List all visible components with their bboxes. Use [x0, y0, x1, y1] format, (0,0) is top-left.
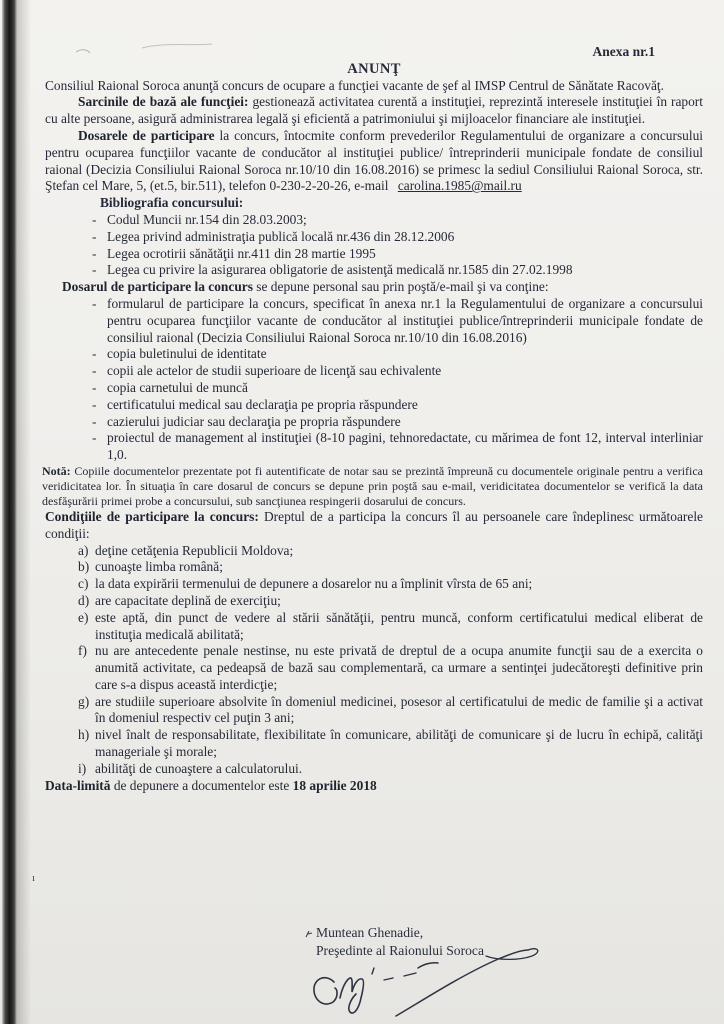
tasks-lead: Sarcinile de bază ale funcţiei:	[78, 94, 249, 110]
bibliography-list	[45, 212, 703, 279]
conditions-lead-paragraph	[45, 509, 703, 543]
list-item: - Codul Muncii nr.154 din 28.03.2003;	[45, 212, 703, 229]
submission-lead: Dosarele de participare	[78, 127, 215, 143]
dossier-lead-paragraph	[45, 279, 703, 296]
list-item: - copia carnetului de muncă	[45, 380, 703, 397]
submission-text: la concurs, întocmite conform prevederilor Regulamentului de organizare a concursului pentru ocuparea funcţiilor vacante de conducător al instituţiei publice/ întreprinderii municipale fondate de consiliul raional (Decizia Consiliului Raional Soroca nr.10/10 din 16.08.2016) se primesc la sediul Consiliului Raional Soroca, str. Ştefan cel Mare, 5, (et.5, bir.511), telefon 0-230-2-20-26, e-mail	[45, 127, 703, 194]
item-letter: e)	[78, 609, 89, 625]
signatory-title: Preşedinte al Raionului Soroca	[316, 943, 484, 958]
item-text: deţine cetăţenia Republicii Moldova;	[95, 542, 294, 558]
item-letter: i)	[78, 760, 87, 776]
item-letter: c)	[78, 576, 89, 592]
item-letter: g)	[78, 693, 90, 709]
dossier-lead: Dosarul de participare la concurs	[62, 279, 253, 295]
item-letter: a)	[78, 542, 89, 558]
signature-handwritten	[300, 938, 550, 1024]
list-item	[45, 576, 703, 593]
list-item	[45, 727, 703, 761]
annex-label: Anexa nr.1	[592, 44, 655, 59]
submission-paragraph	[45, 128, 703, 195]
scan-artifact: ı	[32, 872, 36, 884]
item-text: cunoaşte limba română;	[95, 559, 223, 575]
deadline-lead: Data-limită	[45, 777, 111, 793]
list-item: - Legea privind administraţia publică locală nr.436 din 28.12.2006	[45, 229, 703, 246]
list-item	[45, 610, 703, 644]
list-item: - certificatului medical sau declaraţia pe propria răspundere	[45, 397, 703, 414]
note-lead: Notă:	[42, 463, 71, 478]
intro-paragraph: Consiliul Raional Soroca anunţă concurs de ocupare a funcţiei vacante de şef al IMSP Centrul de Sănătate Racovăţ.	[45, 77, 664, 93]
item-letter: h)	[78, 727, 90, 743]
document-body	[42, 44, 704, 794]
conditions-list	[45, 543, 703, 778]
list-item	[45, 559, 703, 576]
dossier-lead-text: se depune personal sau prin poştă/e-mail şi va conţine:	[256, 279, 549, 295]
bibliography-heading: Bibliografia concursului:	[100, 195, 244, 211]
list-item	[45, 543, 703, 560]
list-item	[45, 643, 703, 693]
deadline-paragraph	[45, 778, 703, 795]
email-link[interactable]: carolina.1985@mail.ru	[397, 178, 522, 194]
item-text: abilităţi de cunoaştere a calculatorului.	[95, 760, 303, 776]
deadline-date: 18 aprilie 2018	[292, 777, 377, 793]
item-letter: f)	[78, 643, 87, 659]
tasks-text: gestionează activitatea curentă a instituţiei, reprezintă interesele instituţiei în raport cu alte persoane, asigură administrarea legală şi eficientă a patrimoniului şi mijloacelor financiare ale instituţiei.	[45, 94, 703, 127]
dossier-contents-list	[45, 296, 703, 464]
list-item	[45, 761, 703, 778]
conditions-lead-text: Dreptul de a participa la concurs îl au persoanele care îndeplinesc următoarele condiţii:	[45, 508, 703, 541]
item-text: nu are antecedente penale nestinse, nu este privată de dreptul de a ocupa anumite funcţii sau de a exercita o anumită activitate, ca pedeapsă de bază sau complementară, ca urmare a sentinţei judecătoreşti definitive prin care s-a dispus această interdicţie;	[95, 643, 703, 692]
list-item: - copii ale actelor de studii superioare de licenţă sau echivalente	[45, 363, 703, 380]
item-text: este aptă, din punct de vedere al stării sănătăţii, pentru muncă, conform certificatului medical eliberat de instituţia medicală abilitată;	[95, 609, 703, 642]
conditions-lead: Condiţiile de participare la concurs:	[45, 508, 259, 524]
list-item: - cazierului judiciar sau declaraţia pe propria răspundere	[45, 414, 703, 431]
note-paragraph	[42, 464, 703, 509]
list-item	[45, 593, 703, 610]
list-item: - Legea cu privire la asigurarea obligatorie de asistenţă medicală nr.1585 din 27.02.1998	[45, 262, 703, 279]
list-item: - proiectul de management al instituţiei (8-10 pagini, tehnoredactate, cu mărimea de font 12, interval interliniar 1,0.	[45, 430, 703, 464]
signatory-name: Muntean Ghenadie,	[316, 925, 424, 940]
deadline-text: de depunere a documentelor este	[113, 777, 290, 793]
scanner-edge-artifact	[2, 0, 17, 1024]
list-item: - formularul de participare la concurs, specificat în anexa nr.1 la Regulamentului de organizare a concursului pentru ocuparea funcţiilor vacante de conducător al instituţiei publice/întreprinderii municipale fondate de consiliul raional (Decizia Consiliului Raional Soroca nr.10/10 din 16.08.2016)	[45, 296, 703, 346]
item-text: la data expirării termenului de depunere a dosarelor nu a împlinit vîrsta de 65 ani;	[95, 576, 533, 592]
list-item: - Legea ocrotirii sănătăţii nr.411 din 28 martie 1995	[45, 246, 703, 263]
list-item: - copia buletinului de identitate	[45, 346, 703, 363]
item-letter: b)	[78, 559, 90, 575]
item-text: are studiile superioare absolvite în domeniul medicinei, posesor al certificatului de medic de familie şi a activat în domeniul respectiv cel puţin 3 ani;	[95, 693, 703, 726]
scanner-edge-shadow	[17, 0, 31, 1024]
note-text: Copiile documentelor prezentate pot fi autentificate de notar sau se prezintă împreună cu documentele originale pentru a verifica veridicitatea lor. În situaţia în care dosarul de concurs se depune prin poştă sau e-mail, veridicitatea documentelor se verifică la data desfăşurării primei probe a concursului, sub sancţiunea respingerii dosarului de concurs.	[42, 463, 704, 508]
tasks-paragraph	[45, 94, 703, 128]
item-letter: d)	[78, 592, 90, 608]
item-text: are capacitate deplină de exerciţiu;	[95, 592, 281, 608]
list-item	[45, 694, 703, 728]
page-title: ANUNŢ	[347, 60, 401, 77]
item-text: nivel înalt de responsabilitate, flexibilitate în comunicare, abilităţi de comunicare şi de lucru în echipă, calităţi manageriale şi morale;	[95, 727, 703, 760]
